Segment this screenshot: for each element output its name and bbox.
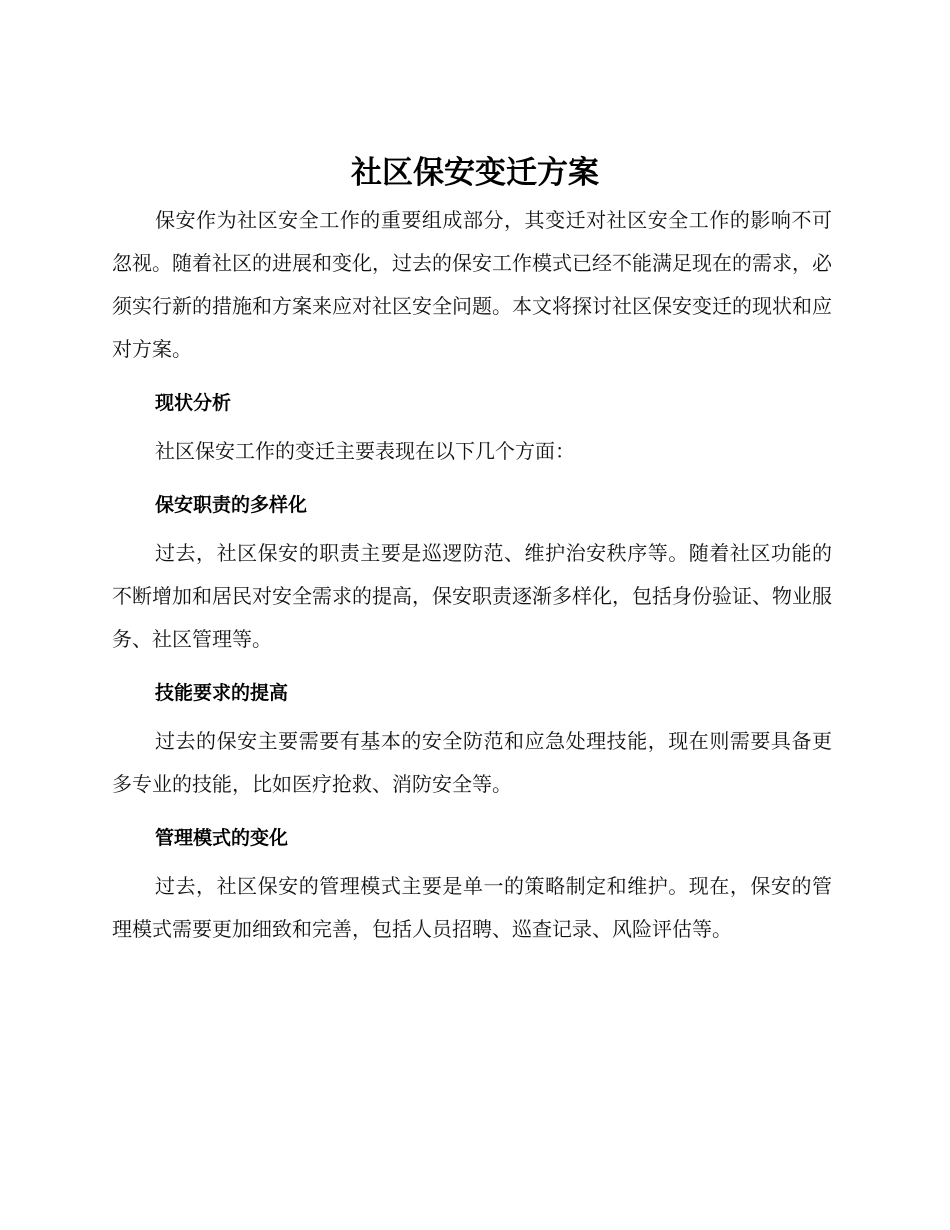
- section-heading-duties: 保安职责的多样化: [155, 494, 308, 516]
- section-paragraph-duties: 过去，社区保安的职责主要是巡逻防范、维护治安秩序等。随着社区功能的不断增加和居民对安全需求的提高，保安职责逐渐多样化，包括身份验证、物业服务、社区管理等。: [112, 541, 832, 651]
- document-body: [112, 199, 832, 951]
- section-paragraph-management: 过去，社区保安的管理模式主要是单一的策略制定和维护。现在，保安的管理模式需要更加细致和完善，包括人员招聘、巡查记录、风险评估等。: [112, 874, 832, 941]
- document-title: 社区保安变迁方案: [351, 155, 599, 191]
- section-heading-skills: 技能要求的提高: [155, 682, 289, 704]
- section-paragraph-status: 社区保安工作的变迁主要表现在以下几个方面：: [155, 439, 575, 463]
- intro-paragraph: 保安作为社区安全工作的重要组成部分，其变迁对社区安全工作的影响不可忽视。随着社区的进展和变化，过去的保安工作模式已经不能满足现在的需求，必须实行新的措施和方案来应对社区安全问题。本文将探讨社区保安变迁的现状和应对方案。: [112, 208, 832, 361]
- section-heading-management: 管理模式的变化: [155, 827, 289, 849]
- section-paragraph-skills: 过去的保安主要需要有基本的安全防范和应急处理技能，现在则需要具备更多专业的技能，比如医疗抢救、消防安全等。: [112, 729, 832, 796]
- section-heading-status: 现状分析: [155, 392, 232, 414]
